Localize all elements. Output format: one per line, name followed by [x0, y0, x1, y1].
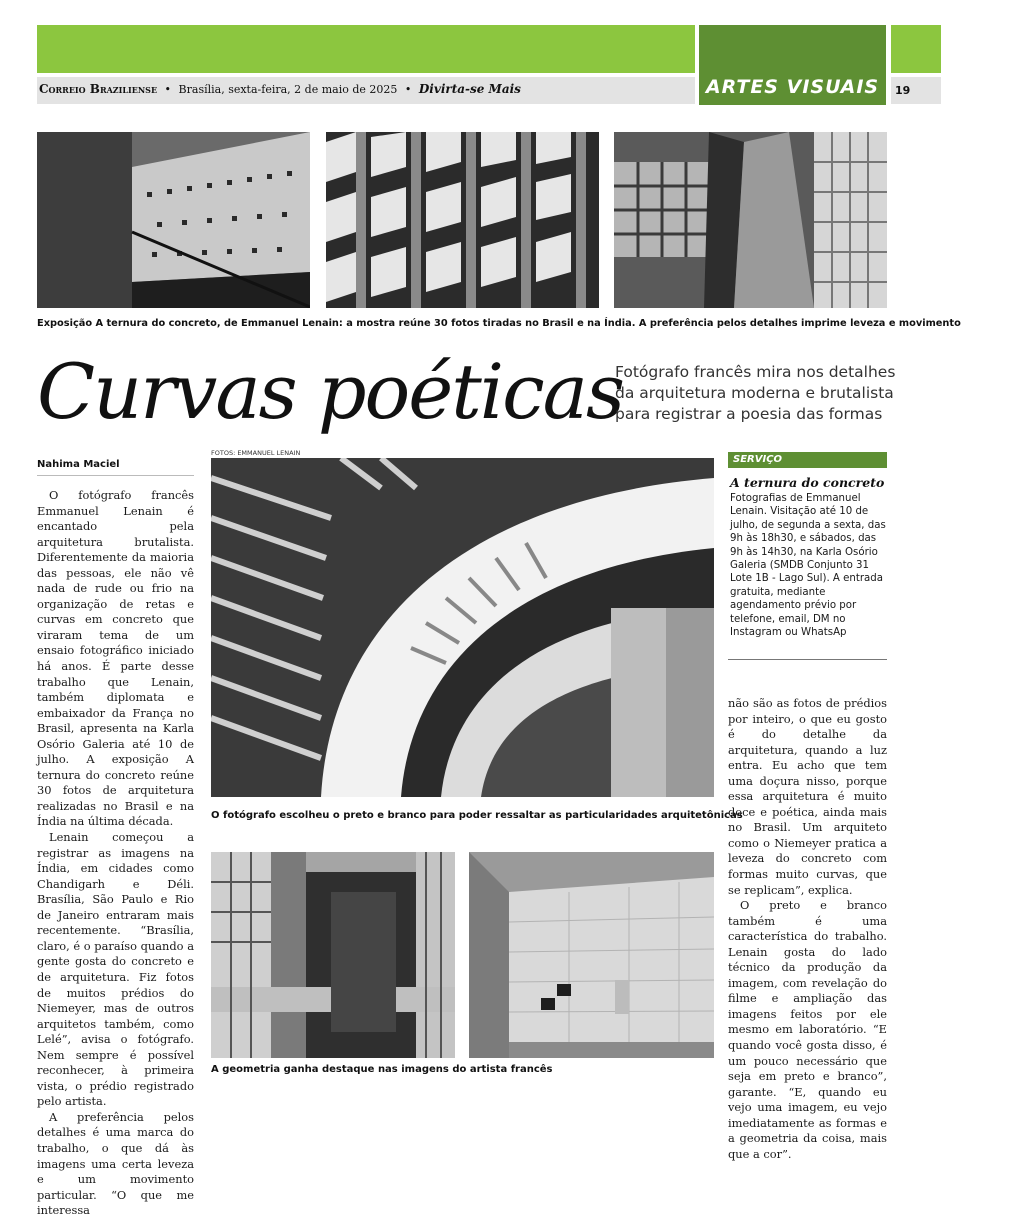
- photo-spiral-staircase: [211, 458, 714, 797]
- section-label-box: [699, 25, 886, 105]
- photo-cobogo-facade: [326, 132, 599, 308]
- bullet-separator: •: [164, 83, 172, 96]
- paragraph: não são as fotos de prédios por inteiro, o que eu gosto é do detalhe da arquitetura, quando a luz entra. Eu acho que tem uma doçura nisso, porque essa arquitetura é muito doce e poética, ainda mais no Brasil. Um arquiteto como o Niemeyer pratica a leveza do concreto com formas muito curvas, que se replicam”, explica.: [728, 696, 887, 897]
- bullet-separator: •: [404, 83, 412, 96]
- byline: Nahima Maciel: [37, 459, 120, 470]
- top-photo-caption: Exposição A ternura do concreto, de Emmanuel Lenain: a mostra reúne 30 fotos tiradas no Brasil e na Índia. A preferência pelos detalhes imprime leveza e movimento: [37, 318, 961, 329]
- photo-glass-block-interior: [614, 132, 887, 308]
- paragraph: A preferência pelos detalhes é uma marca do trabalho, o que dá às imagens uma certa leveza e um movimento particular. “O que me interessa: [37, 1109, 194, 1218]
- page-number: 19: [895, 84, 911, 97]
- service-label: SERVIÇO: [728, 452, 887, 468]
- header-green-bar: [37, 25, 695, 73]
- deck: Fotógrafo francês mira nos detalhes da arquitetura moderna e brutalista para registrar a poesia das formas: [615, 363, 896, 423]
- paragraph: O preto e branco também é uma característica do trabalho. Lenain gosta do lado técnico da produção da imagem, com revelação do filme e ampliação das imagens feitos por ele mesmo em laboratório. “E quando você gosta disso, é um pouco necessário que seja em preto e branco”, garante. “E, quando eu vejo uma imagem, eu vejo imediatamente as formas e a geometria da coisa, mais que a cor”.: [728, 898, 887, 1161]
- paragraph: O fotógrafo francês Emmanuel Lenain é encantado pela arquitetura brutalista. Diferentemente da maioria das pessoas, ele não vê nada de rude ou frio na organização de retas e curvas em concreto que viraram tema de um ensaio fotográfico iniciado há anos. É parte desse trabalho que Lenain, também diplomata e embaixador da França no Brasil, apresenta na Karla Osório Galeria até 10 de julho. A exposição A ternura do concreto reúne 30 fotos de arquitetura realizadas no Brasil e na Índia na última década.: [37, 488, 194, 829]
- dateline: Brasília, sexta-feira, 2 de maio de 2025: [178, 83, 398, 96]
- paper-name: Correio Braziliense: [39, 82, 158, 96]
- section-label: ARTES VISUAIS: [705, 76, 880, 98]
- staircase-photo-caption: O fotógrafo escolheu o preto e branco para poder ressaltar as particularidades arquitetônicas: [211, 810, 743, 821]
- photo-geometric-doorway: [211, 852, 455, 1058]
- byline-divider: [37, 475, 194, 476]
- photo-concrete-corridor: [37, 132, 310, 308]
- service-divider: [728, 659, 887, 660]
- service-details: Fotografias de Emmanuel Lenain. Visitação até 10 de julho, de segunda a sexta, das 9h às 18h30, e sábados, das 9h às 14h30, na Karla Osório Galeria (SMDB Conjunto 31 Lote 1B - Lago Sul). A entrada gratuita, mediante agendamento prévio por telefone, email, DM no Instagram ou WhatsAp: [730, 493, 886, 639]
- bottom-photo-caption: A geometria ganha destaque nas imagens do artista francês: [211, 1064, 553, 1075]
- article-column-1: [37, 488, 194, 1219]
- paragraph: Lenain começou a registrar as imagens na Índia, em cidades como Chandigarh e Déli. Brasília, São Paulo e Rio de Janeiro entraram mais recentemente. “Brasília, claro, é o paraíso quando a gente gosta do concreto e de arquitetura. Fiz fotos de muitos prédios do Niemeyer, mas de outros arquitetos também, como Lelé”, avisa o fotógrafo. Nem sempre é possível reconhecer, à primeira vista, o prédio registrado pelo artista.: [37, 830, 194, 1109]
- header-green-bar-right: [891, 25, 941, 73]
- masthead: [39, 82, 521, 96]
- section-name: Divirta-se Mais: [418, 82, 521, 96]
- headline: Curvas poéticas: [37, 347, 623, 436]
- photo-stone-wall: [469, 852, 714, 1058]
- article-column-3: [728, 696, 887, 1162]
- service-title: A ternura do concreto: [730, 475, 885, 490]
- photo-credit: FOTOS: EMMANUEL LENAIN: [211, 449, 301, 457]
